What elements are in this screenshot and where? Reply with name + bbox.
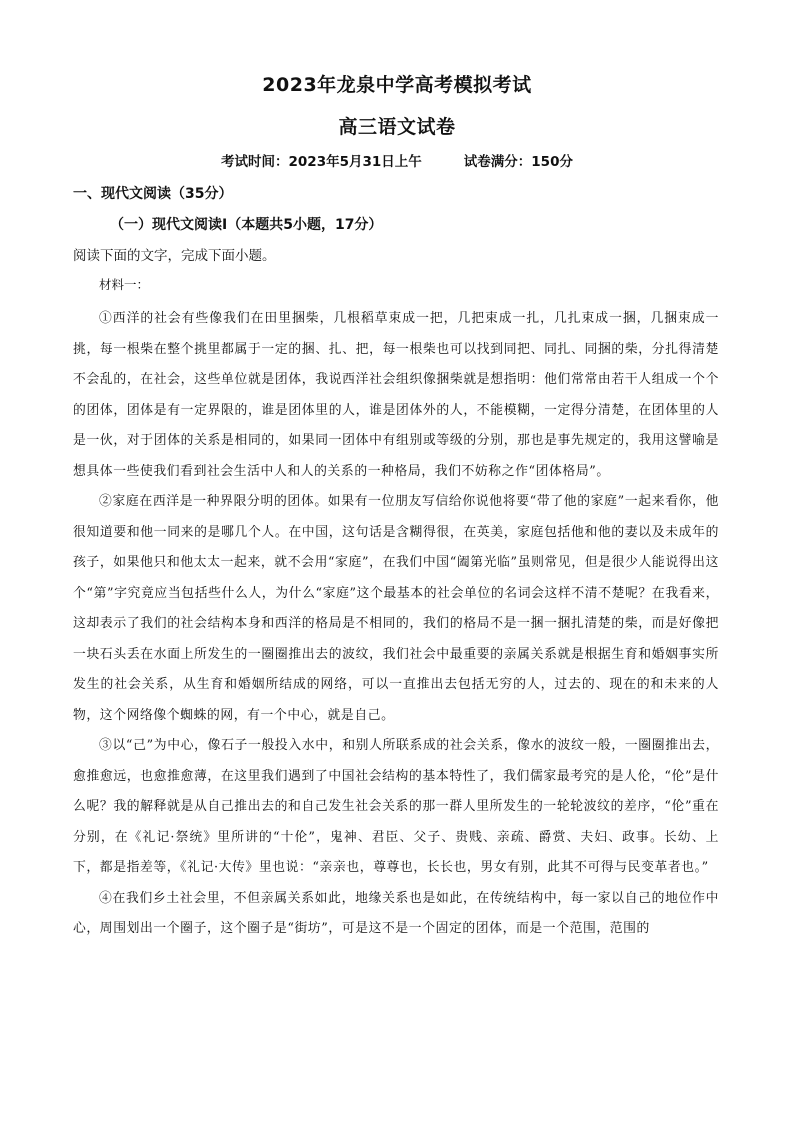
paragraph-2: ②家庭在西洋是一种界限分明的团体。如果有一位朋友写信给你说他将要“带了他的家庭”一起来看你，他很知道要和他一同来的是哪几个人。在中国，这句话是含糊得很，在英美，家庭包括他和他的妻以及未成年的孩子，如果他只和他太太一起来，就不会用“家庭”，在我们中国“阖第光临”虽则常见，但是很少人能说得出这个“第”字究竟应当包括些什么人，为什么“家庭”这个最基本的社会单位的名词会这样不清不楚呢？在我看来，这却表示了我们的社会结构本身和西洋的格局是不相同的，我们的格局不是一捆一捆扎清楚的柴，而是好像把一块石头丢在水面上所发生的一圈圈推出去的波纹，我们社会中最重要的亲属关系就是根据生育和婚姻事实所发生的社会关系，从生育和婚姻所结成的网络，可以一直推出去包括无穷的人，过去的、现在的和未来的人物，这个网络像个蜘蛛的网，有一个中心，就是自己。 xyxy=(73,494,719,723)
reading-passage xyxy=(73,304,719,945)
material-label: 材料一： xyxy=(99,277,150,292)
subsection-heading: （一）现代文阅读Ⅰ（本题共5小题，17分） xyxy=(110,217,383,233)
section-heading: 一、现代文阅读（35分） xyxy=(73,186,233,202)
paragraph-1: ①西洋的社会有些像我们在田里捆柴，几根稻草束成一把，几把束成一扎，几扎束成一捆，几捆束成一挑，每一根柴在整个挑里都属于一定的捆、扎、把，每一根柴也可以找到同把、同扎、同捆的柴，分扎得清楚不会乱的，在社会，这些单位就是团体，我说西洋社会组织像捆柴就是想指明：他们常常由若干人组成一个个的团体，团体是有一定界限的，谁是团体里的人，谁是团体外的人，不能模糊，一定得分清楚，在团体里的人是一伙，对于团体的关系是相同的，如果同一团体中有组别或等级的分别，那也是事先规定的，我用这譬喻是想具体一些使我们看到社会生活中人和人的关系的一种格局，我们不妨称之作“团体格局”。 xyxy=(73,311,719,479)
exam-title: 2023年龙泉中学高考模拟考试 xyxy=(262,74,532,96)
reading-instruction: 阅读下面的文字，完成下面小题。 xyxy=(73,248,276,264)
paragraph-3: ③以“己”为中心，像石子一般投入水中，和别人所联系成的社会关系，像水的波纹一般，一圈圈推出去，愈推愈远，也愈推愈薄，在这里我们遇到了中国社会结构的基本特性了，我们儒家最考究的是人伦，“伦”是什么呢？我的解释就是从自己推出去的和自己发生社会关系的那一群人里所发生的一轮轮波纹的差序，“伦”重在分别，在《礼记·祭统》里所讲的“十伦”，鬼神、君臣、父子、贵贱、亲疏、爵赏、夫妇、政事。长幼、上下，都是指差等，《礼记·大传》里也说：“亲亲也，尊尊也，长长也，男女有别，此其不可得与民变革者也。” xyxy=(73,738,719,875)
exam-time: 考试时间：2023年5月31日上午 xyxy=(221,154,422,170)
exam-info xyxy=(0,150,794,170)
full-score: 试卷满分：150分 xyxy=(463,154,573,170)
paragraph-4: ④在我们乡土社会里，不但亲属关系如此，地缘关系也是如此，在传统结构中，每一家以自己的地位作中心，周围划出一个圈子，这个圈子是“街坊”，可是这不是一个固定的团体，而是一个范围，范围的 xyxy=(73,890,719,936)
paper-subtitle: 高三语文试卷 xyxy=(338,116,456,138)
